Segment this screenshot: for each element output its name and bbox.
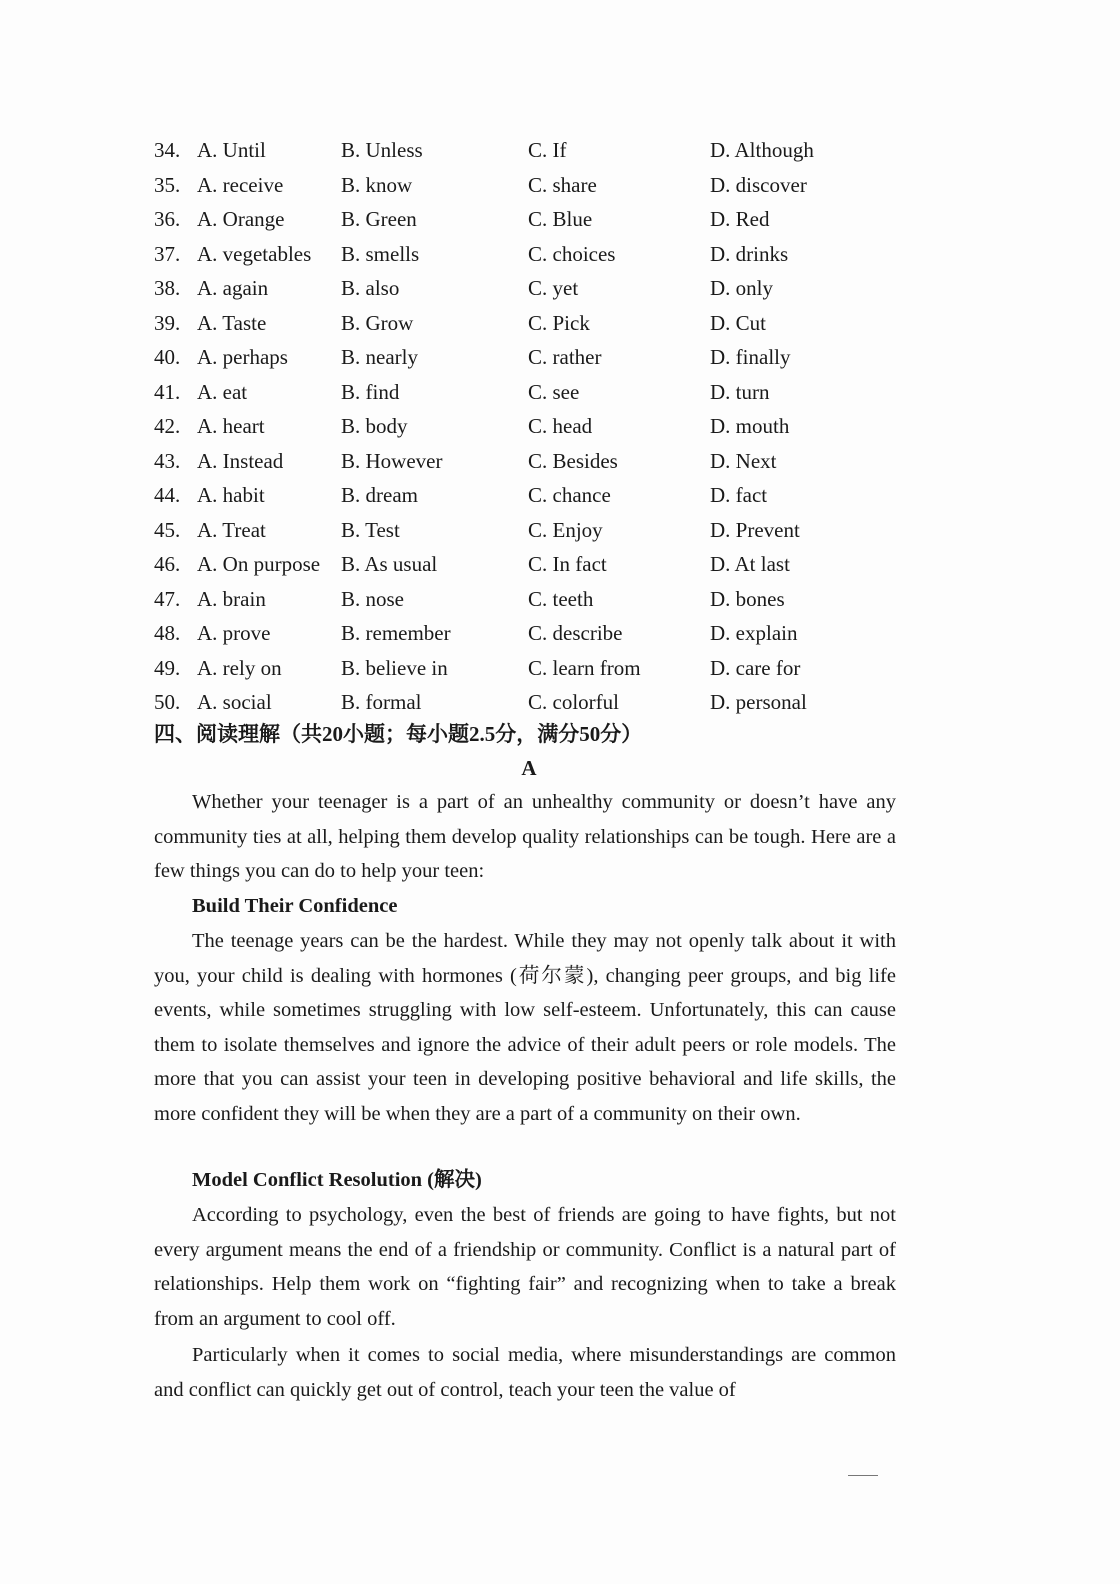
option-a: A. vegetables	[197, 241, 312, 266]
option-a: A. On purpose	[197, 552, 321, 576]
option-d: D. Cut	[710, 310, 767, 335]
question-number: 36.	[154, 207, 181, 231]
option-c: C. rather	[528, 345, 602, 369]
question-number: 43.	[154, 448, 181, 473]
paragraph: According to psychology, even the best of friends are going to have fights, but not every argument means the end of a friendship or community. Conflict is a natural part of relationships. Help them work on “fighting fair” and recognizing when to take a break from an argument to cool off.	[154, 1204, 896, 1330]
paragraph: Particularly when it comes to social media, where misunderstandings are common and conflict can quickly get out of control, teach your teen the value of	[154, 1344, 896, 1401]
option-b: B. Green	[341, 207, 417, 231]
option-d: D. Red	[710, 207, 770, 231]
question-number: 38.	[154, 276, 181, 300]
option-c: C. choices	[528, 241, 616, 266]
option-a: A. Instead	[197, 448, 284, 473]
section-title: 四、阅读理解（共20小题；每小题2.5分，满分50分）	[154, 722, 643, 746]
option-a: A. again	[197, 276, 269, 300]
option-a: A. heart	[197, 414, 265, 438]
option-d: D. discover	[710, 172, 807, 197]
question-number: 44.	[154, 483, 181, 507]
option-c: C. share	[528, 172, 597, 197]
option-row	[154, 616, 894, 651]
option-b: B. However	[341, 448, 443, 473]
option-c: C. yet	[528, 276, 579, 300]
paragraph: The teenage years can be the hardest. While they may not openly talk about it with you, your child is dealing with hormones (荷尔蒙), changing peer groups, and big life events, while sometimes struggling with low self-esteem. Unfortunately, this can cause them to isolate themselves and ignore the advice of their adult peers or role models. The more that you can assist your teen in developing positive behavioral and life skills, the more confident they will be when they are a part of a community on their own.	[154, 930, 896, 1125]
option-a: A. Taste	[197, 310, 267, 335]
subheading: Build Their Confidence	[192, 895, 398, 917]
option-d: D. bones	[710, 586, 785, 611]
page-mark	[848, 1475, 878, 1476]
option-b: B. nearly	[341, 345, 418, 369]
option-d: D. care for	[710, 655, 801, 680]
question-number: 47.	[154, 586, 181, 611]
option-row	[154, 651, 894, 686]
option-a: A. perhaps	[197, 345, 288, 369]
option-b: B. smells	[341, 241, 420, 266]
option-a: A. eat	[197, 379, 248, 404]
option-a: A. habit	[197, 483, 265, 507]
option-d: D. explain	[710, 621, 798, 645]
option-d: D. only	[710, 276, 773, 300]
option-a: A. Orange	[197, 207, 285, 231]
question-number: 45.	[154, 517, 181, 542]
subheading: Model Conflict Resolution (解决)	[192, 1169, 482, 1191]
option-row	[154, 271, 894, 306]
option-row	[154, 513, 894, 548]
option-d: D. personal	[710, 690, 807, 714]
option-d: D. Next	[710, 448, 777, 473]
option-row	[154, 340, 894, 375]
option-d: D. finally	[710, 345, 791, 369]
question-number: 50.	[154, 690, 181, 714]
option-d: D. drinks	[710, 241, 789, 266]
option-a: A. Until	[197, 138, 266, 162]
option-row	[154, 547, 894, 582]
option-b: B. Unless	[341, 138, 423, 162]
option-row	[154, 237, 894, 272]
option-c: C. Enjoy	[528, 517, 603, 542]
option-d: D. At last	[710, 552, 790, 576]
option-c: C. Pick	[528, 310, 590, 335]
option-c: C. If	[528, 138, 567, 162]
option-b: B. Test	[341, 517, 400, 542]
option-c: C. see	[528, 379, 580, 404]
option-d: D. Although	[710, 138, 814, 162]
option-d: D. fact	[710, 483, 768, 507]
option-b: B. As usual	[341, 552, 438, 576]
option-row	[154, 375, 894, 410]
question-number: 39.	[154, 310, 181, 335]
option-row	[154, 685, 894, 720]
option-a: A. Treat	[197, 517, 266, 542]
question-number: 40.	[154, 345, 181, 369]
option-c: C. teeth	[528, 586, 594, 611]
question-number: 41.	[154, 379, 181, 404]
option-c: C. In fact	[528, 552, 607, 576]
option-b: B. body	[341, 414, 408, 438]
option-b: B. nose	[341, 586, 404, 611]
option-row	[154, 202, 894, 237]
option-a: A. rely on	[197, 655, 282, 680]
option-row	[154, 444, 894, 479]
option-a: A. receive	[197, 172, 284, 197]
option-d: D. Prevent	[710, 517, 800, 542]
option-c: C. learn from	[528, 655, 641, 680]
option-b: B. remember	[341, 621, 451, 645]
question-number: 46.	[154, 552, 181, 576]
option-row	[154, 478, 894, 513]
option-b: B. formal	[341, 690, 422, 714]
option-a: A. brain	[197, 586, 266, 611]
option-c: C. Besides	[528, 448, 618, 473]
question-number: 35.	[154, 172, 181, 197]
option-c: C. colorful	[528, 690, 619, 714]
option-b: B. dream	[341, 483, 418, 507]
option-d: D. mouth	[710, 414, 790, 438]
option-a: A. social	[197, 690, 272, 714]
option-row	[154, 582, 894, 617]
option-c: C. describe	[528, 621, 623, 645]
answer-options	[154, 133, 894, 720]
option-b: B. also	[341, 276, 400, 300]
option-b: B. know	[341, 172, 413, 197]
option-row	[154, 168, 894, 203]
question-number: 42.	[154, 414, 181, 438]
option-b: B. find	[341, 379, 400, 404]
option-b: B. Grow	[341, 310, 414, 335]
paragraph: Whether your teenager is a part of an unhealthy community or doesn’t have any community ties at all, helping them develop quality relationships can be tough. Here are a few things you can do to help your teen:	[154, 791, 896, 882]
option-row	[154, 306, 894, 341]
question-number: 34.	[154, 138, 181, 162]
passage-label: A	[521, 756, 537, 780]
option-row	[154, 409, 894, 444]
option-c: C. head	[528, 414, 593, 438]
option-b: B. believe in	[341, 655, 448, 680]
question-number: 49.	[154, 655, 181, 680]
option-row	[154, 133, 894, 168]
option-d: D. turn	[710, 379, 770, 404]
option-c: C. Blue	[528, 207, 593, 231]
option-a: A. prove	[197, 621, 271, 645]
question-number: 48.	[154, 621, 181, 645]
option-c: C. chance	[528, 483, 611, 507]
question-number: 37.	[154, 241, 181, 266]
